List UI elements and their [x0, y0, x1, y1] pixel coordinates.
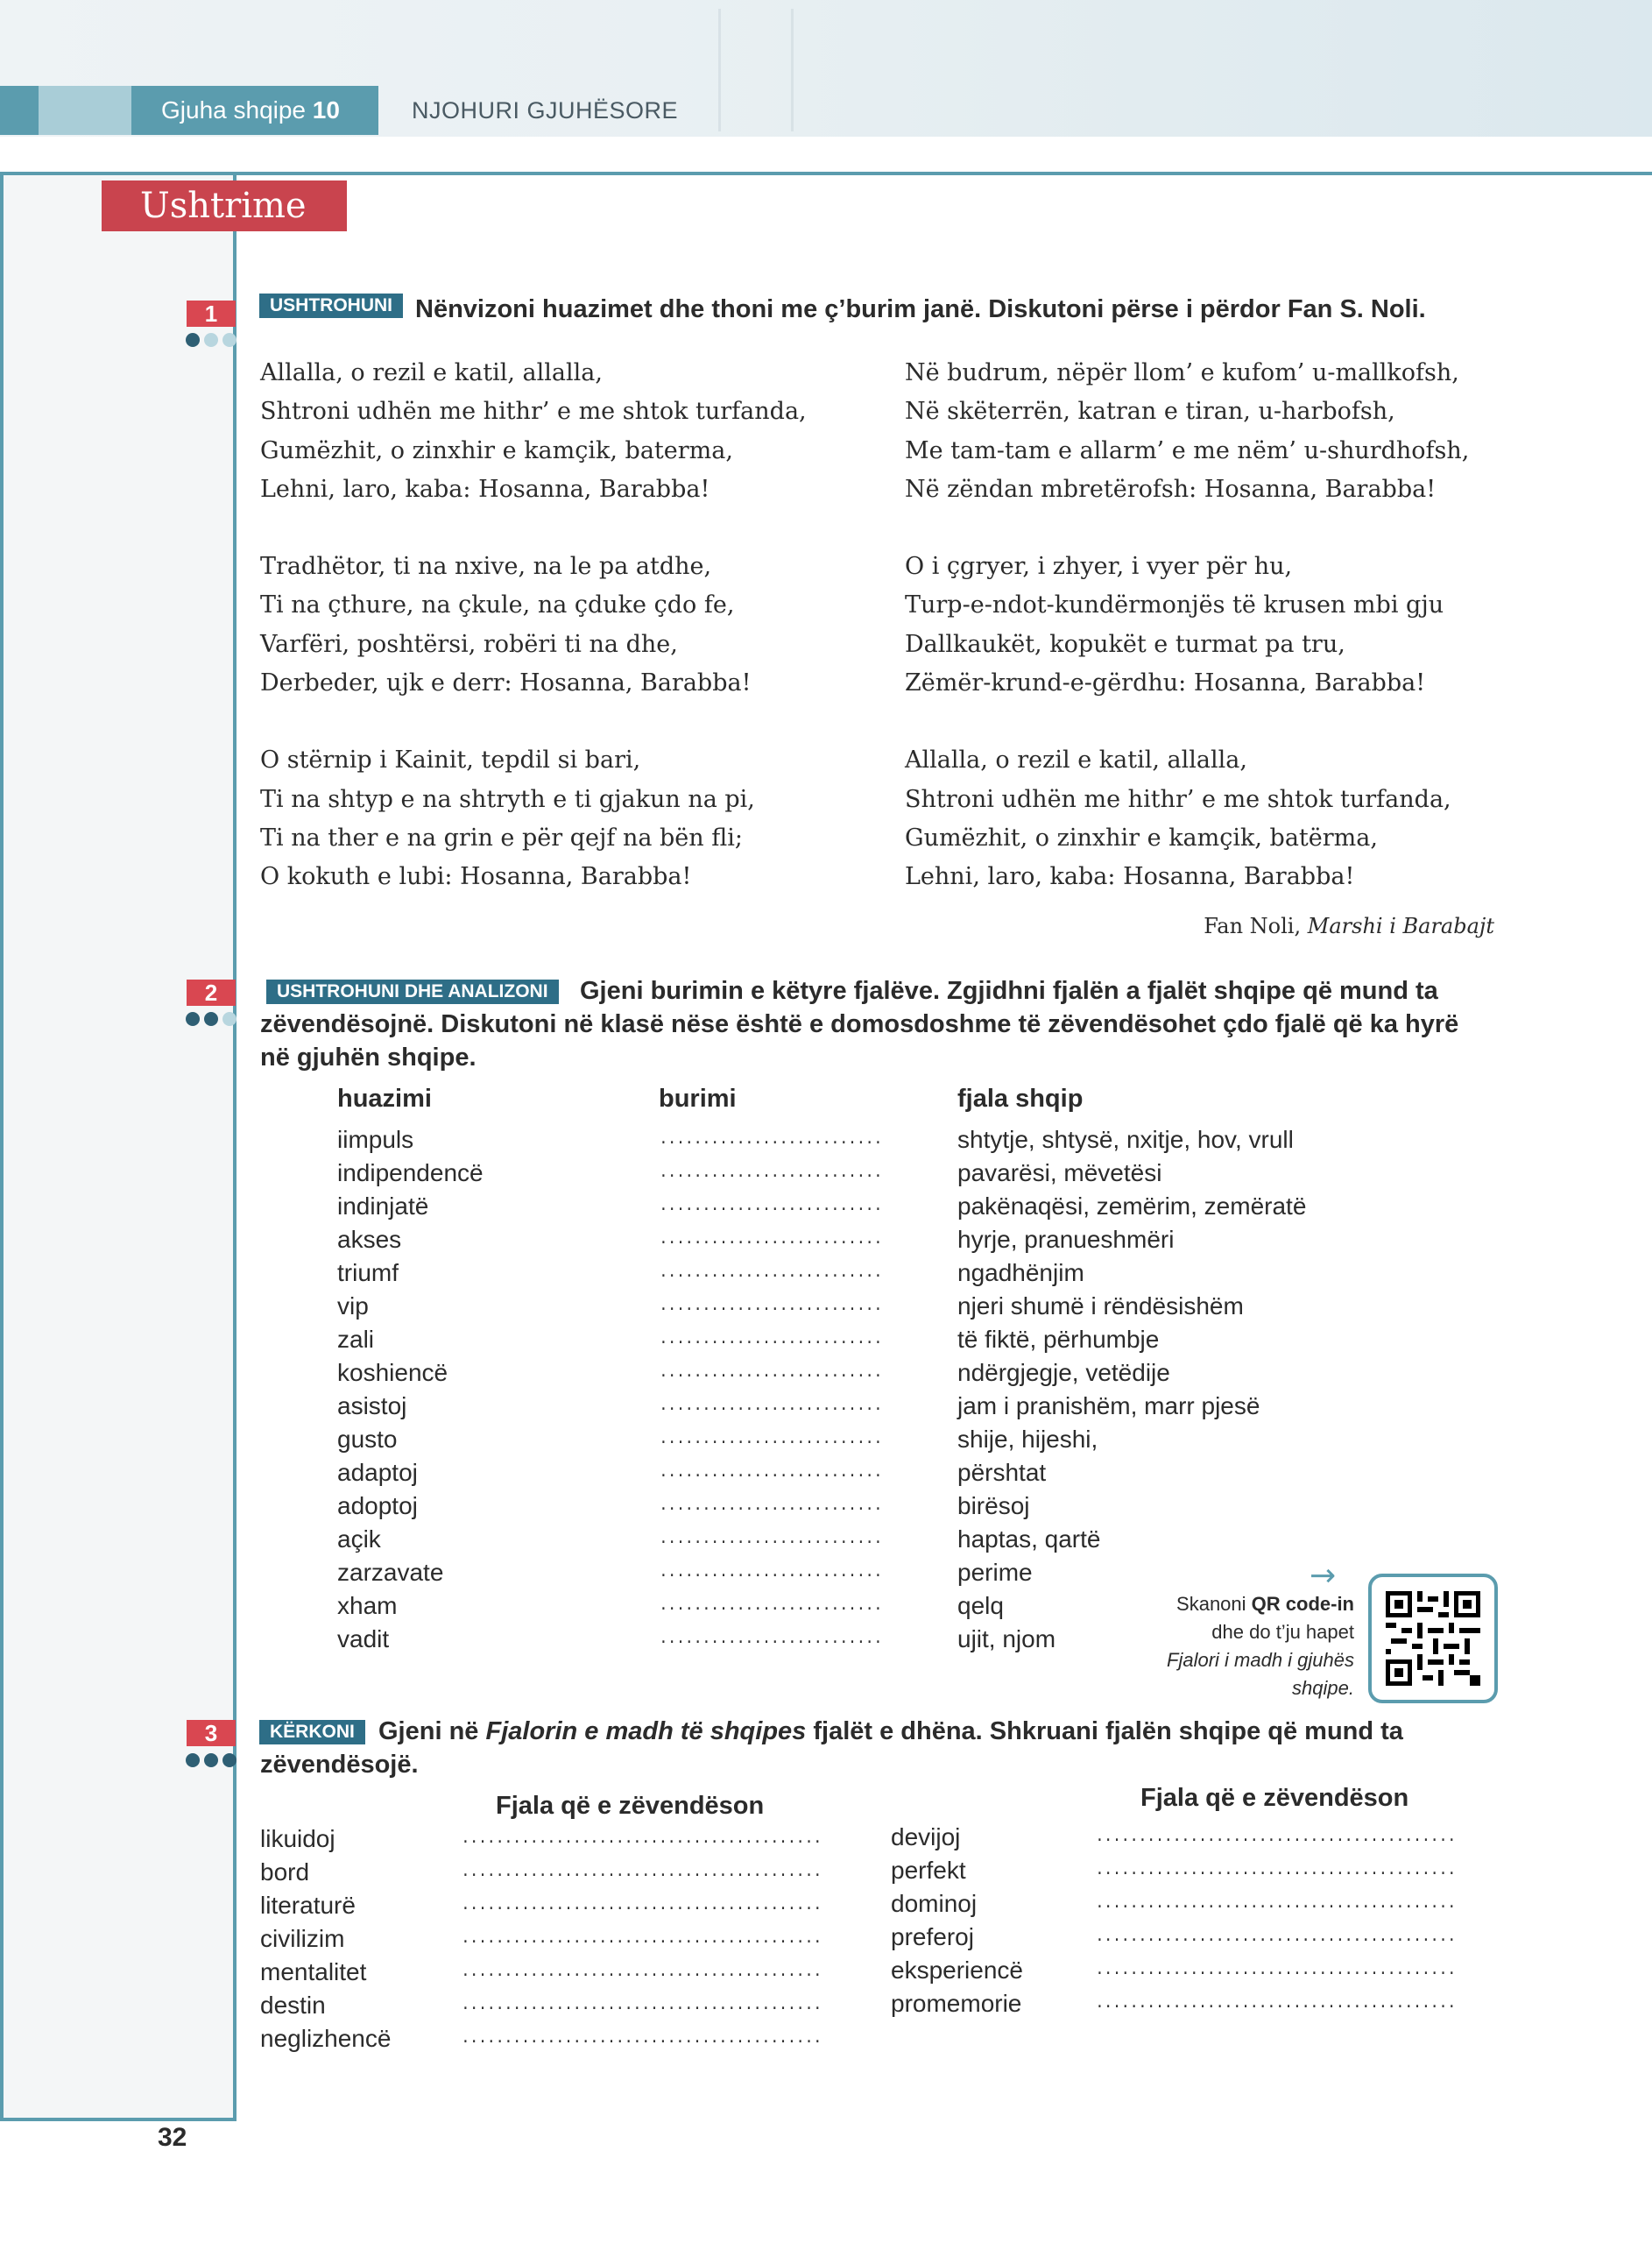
loanword: akses [337, 1226, 402, 1253]
source-blank: .......................... [659, 1397, 882, 1415]
word-item: neglizhencë [260, 2025, 392, 2052]
loanword: xham [337, 1592, 398, 1619]
poem-line: Lehni, laro, kaba: Hosanna, Barabba! [905, 863, 1355, 891]
answer-blank: .......................................... [461, 1930, 822, 1948]
answer-blank: .......................................... [1095, 1995, 1456, 2013]
loanword: adaptoj [337, 1459, 418, 1486]
source-blank: .......................... [659, 1464, 882, 1482]
word-column-left [260, 1822, 391, 2055]
column-header: huazimi [337, 1085, 432, 1113]
poem-credit [1204, 914, 1494, 938]
exercise-number: 3 [187, 1720, 236, 1746]
side-panel [4, 175, 233, 2118]
word-item: literaturë [260, 1892, 356, 1919]
poem-line: Me tam-tam e allarm’ e me nëm’ u-shurdhofsh, [905, 436, 1470, 464]
answer-blank: .......................................... [1095, 1962, 1456, 1979]
loanword: gusto [337, 1426, 398, 1453]
albanian-equivalent: haptas, qartë [957, 1525, 1101, 1553]
blank-column-right [1095, 1821, 1456, 2020]
albanian-equivalent: njeri shumë i rëndësishëm [957, 1292, 1244, 1320]
source-blank: .......................... [659, 1597, 882, 1615]
poem-line: O stërnip i Kainit, tepdil si bari, [260, 746, 641, 775]
exercise-instruction: Gjeni burimin e këtyre fjalëve. Zgjidhni fjalën a fjalët shqipe që mund ta [580, 977, 1438, 1005]
qr-code-icon [1386, 1591, 1480, 1686]
source-blank: .......................... [659, 1631, 882, 1648]
albanian-equivalent: pakënaqësi, zemërim, zemëratë [957, 1192, 1307, 1220]
poem-line: Ti na ther e na grin e për qejf na bën fli; [260, 824, 743, 852]
answer-blank: .......................................... [461, 1830, 822, 1848]
poem-line: Në zëndan mbretërofsh: Hosanna, Barabba! [905, 475, 1437, 503]
answer-blank: .......................................... [1095, 1895, 1456, 1913]
difficulty-dot [186, 1012, 200, 1026]
exercise-instruction: zëvendësojnë. Diskutoni në klasë nëse është e domosdoshme të zëvendësohet çdo fjalë që ka hyrë [260, 1010, 1459, 1038]
answer-blank: .......................................... [1095, 1862, 1456, 1879]
albanian-word-column [957, 1123, 1306, 1656]
difficulty-dot [222, 1012, 237, 1026]
word-item: bord [260, 1858, 310, 1886]
page-title: Ushtrime [102, 180, 347, 231]
book-number: 10 [312, 96, 340, 124]
poem-stanza [260, 354, 807, 509]
difficulty-dot [204, 1012, 218, 1026]
difficulty-dot [222, 1753, 237, 1767]
poem-stanza [905, 354, 1469, 509]
source-blank: .......................... [659, 1331, 882, 1348]
background-watermark [718, 9, 794, 131]
credit-author: Fan Noli, [1204, 914, 1302, 938]
loanword: triumf [337, 1259, 399, 1286]
exercise-number: 1 [187, 301, 236, 327]
poem-line: O kokuth e lubi: Hosanna, Barabba! [260, 863, 692, 891]
loanword: vadit [337, 1625, 390, 1652]
source-blank: .......................... [659, 1298, 882, 1315]
albanian-equivalent: perime [957, 1559, 1033, 1586]
exercise-tag: USHTROHUNI DHE ANALIZONI [266, 980, 559, 1004]
source-blank: .......................... [659, 1264, 882, 1282]
header-accent-block-light [39, 86, 131, 135]
frame-line-bottom [0, 2118, 237, 2121]
column-header: Fjala që e zëvendëson [1140, 1784, 1409, 1812]
source-blank: .......................... [659, 1131, 882, 1149]
source-blank: .......................... [659, 1531, 882, 1548]
poem-left-column [260, 354, 807, 936]
difficulty-dot [204, 1753, 218, 1767]
word-item: civilizim [260, 1925, 345, 1952]
loanword: zali [337, 1326, 375, 1353]
loanword: koshiencë [337, 1359, 448, 1386]
answer-blank: .......................................... [461, 1964, 822, 1981]
albanian-equivalent: qelq [957, 1592, 1004, 1619]
poem-line: Allalla, o rezil e katil, allalla, [905, 746, 1247, 775]
answer-blank: .......................................... [1095, 1829, 1456, 1846]
book-title: Gjuha shqipe [161, 96, 307, 124]
loanword: iimpuls [337, 1126, 414, 1153]
page-number: 32 [158, 2123, 187, 2152]
poem-line: Varfëri, poshtërsi, robëri ti na dhe, [260, 630, 678, 658]
albanian-equivalent: përshtat [957, 1459, 1047, 1486]
word-item: promemorie [891, 1990, 1022, 2017]
section-title: NJOHURI GJUHËSORE [412, 97, 679, 124]
source-blank: .......................... [659, 1164, 882, 1182]
instruction-text: fjalët e dhëna. Shkruani fjalën shqipe që mund ta [806, 1717, 1403, 1745]
poem-line: Ti na shtyp e na shtryth e ti gjakun na pi, [260, 785, 755, 813]
instruction-italic: Fjalorin e madh të shqipes [485, 1717, 807, 1745]
difficulty-dot [222, 333, 237, 347]
word-item: mentalitet [260, 1958, 367, 1985]
qr-caption [1167, 1590, 1354, 1702]
loanword: indipendencë [337, 1159, 484, 1186]
exercise-instruction [378, 1715, 1403, 1748]
albanian-equivalent: birësoj [957, 1492, 1030, 1519]
poem-line: Ti na çthure, na çkule, na çduke çdo fe, [260, 591, 735, 619]
albanian-equivalent: të fiktë, përhumbje [957, 1326, 1160, 1353]
answer-blank: .......................................... [461, 2030, 822, 2048]
source-blank: .......................... [659, 1231, 882, 1249]
source-blank: .......................... [659, 1431, 882, 1448]
poem-line: Gumëzhit, o zinxhir e kamçik, batërma, [905, 824, 1378, 852]
difficulty-dots [186, 330, 241, 347]
loanword-column [337, 1123, 484, 1656]
poem-line: Shtroni udhën me hithr’ e me shtok turfanda, [260, 398, 807, 426]
poem-line: Derbeder, ujk e derr: Hosanna, Barabba! [260, 669, 752, 697]
difficulty-dot [204, 333, 218, 347]
column-header: fjala shqip [957, 1085, 1084, 1113]
albanian-equivalent: shije, hijeshi, [957, 1426, 1098, 1453]
arrow-right-icon: → [1310, 1558, 1337, 1594]
blank-column-left [461, 1822, 822, 2055]
word-item: preferoj [891, 1923, 974, 1950]
column-header: Fjala që e zëvendëson [496, 1792, 765, 1820]
poem-stanza [905, 548, 1469, 703]
word-item: perfekt [891, 1857, 966, 1884]
exercise-instruction: Nënvizoni huazimet dhe thoni me ç’burim janë. Diskutoni përse i përdor Fan S. Noli. [415, 295, 1426, 323]
source-blank: .......................... [659, 1564, 882, 1581]
loanword: indinjatë [337, 1192, 429, 1220]
exercise-tag: KËRKONI [259, 1720, 365, 1744]
qr-caption-text: Skanoni [1176, 1593, 1252, 1615]
albanian-equivalent: pavarësi, mëvetësi [957, 1159, 1162, 1186]
difficulty-dot [186, 333, 200, 347]
poem-line: Tradhëtor, ti na nxive, na le pa atdhe, [260, 553, 712, 581]
source-column [659, 1123, 882, 1656]
loanword: adoptoj [337, 1492, 418, 1519]
poem-stanza [260, 548, 807, 703]
frame-line-left [0, 172, 4, 2121]
header-accent-block [0, 86, 39, 135]
poem-line: O i çgryer, i zhyer, i vyer për hu, [905, 553, 1293, 581]
source-blank: .......................... [659, 1497, 882, 1515]
loanword: vip [337, 1292, 369, 1320]
albanian-equivalent: ngadhënjim [957, 1259, 1084, 1286]
qr-caption-bold: QR code-in [1251, 1593, 1354, 1615]
word-item: devijoj [891, 1823, 961, 1850]
poem-line: Lehni, laro, kaba: Hosanna, Barabba! [260, 475, 710, 503]
book-title-tab [131, 86, 378, 135]
poem-stanza [260, 741, 807, 896]
difficulty-dots [186, 1751, 241, 1767]
column-header: burimi [659, 1085, 737, 1113]
instruction-text: Gjeni në [378, 1717, 486, 1745]
answer-blank: .......................................... [461, 1864, 822, 1881]
exercise-number: 2 [187, 980, 236, 1006]
qr-caption-italic: shqipe. [1292, 1677, 1354, 1699]
answer-blank: .......................................... [461, 1897, 822, 1914]
word-item: destin [260, 1992, 326, 2019]
answer-blank: .......................................... [1095, 1928, 1456, 1946]
word-item: likuidoj [260, 1825, 335, 1852]
qr-caption-italic: Fjalori i madh i gjuhës [1167, 1649, 1354, 1671]
albanian-equivalent: shtytje, shtysë, nxitje, hov, vrull [957, 1126, 1294, 1153]
albanian-equivalent: ujit, njom [957, 1625, 1056, 1652]
qr-code[interactable] [1368, 1574, 1498, 1703]
exercise-instruction: zëvendësojë. [260, 1751, 419, 1779]
albanian-equivalent: ndërgjegje, vetëdije [957, 1359, 1170, 1386]
poem-line: Zëmër-krund-e-gërdhu: Hosanna, Barabba! [905, 669, 1426, 697]
poem-stanza [905, 741, 1469, 896]
word-item: eksperiencë [891, 1956, 1023, 1984]
frame-line-top [0, 172, 1652, 175]
albanian-equivalent: jam i pranishëm, marr pjesë [957, 1392, 1260, 1419]
qr-caption-text: dhe do t’ju hapet [1211, 1621, 1354, 1643]
source-blank: .......................... [659, 1364, 882, 1382]
poem-right-column [905, 354, 1469, 936]
poem-line: Në skëterrën, katran e tiran, u-harbofsh, [905, 398, 1395, 426]
exercise-instruction: në gjuhën shqipe. [260, 1044, 477, 1072]
credit-work: Marshi i Barabajt [1307, 914, 1494, 938]
difficulty-dot [186, 1753, 200, 1767]
word-column-right [891, 1821, 1023, 2020]
poem-line: Turp-e-ndot-kundërmonjës të krusen mbi gju [905, 591, 1444, 619]
frame-line-right [233, 172, 237, 2121]
loanword: zarzavate [337, 1559, 444, 1586]
poem-line: Shtroni udhën me hithr’ e me shtok turfanda, [905, 785, 1451, 813]
poem-line: Në budrum, nëpër llom’ e kufom’ u-mallkofsh, [905, 359, 1459, 386]
source-blank: .......................... [659, 1198, 882, 1215]
word-item: dominoj [891, 1890, 978, 1917]
answer-blank: .......................................... [461, 1997, 822, 2014]
poem-line: Allalla, o rezil e katil, allalla, [260, 359, 603, 386]
albanian-equivalent: hyrje, pranueshmëri [957, 1226, 1175, 1253]
difficulty-dots [186, 1009, 241, 1026]
poem-line: Gumëzhit, o zinxhir e kamçik, baterma, [260, 436, 733, 464]
loanword: açik [337, 1525, 381, 1553]
poem-line: Dallkaukët, kopukët e turmat pa tru, [905, 630, 1345, 658]
exercise-tag: USHTROHUNI [259, 294, 403, 318]
loanword: asistoj [337, 1392, 407, 1419]
